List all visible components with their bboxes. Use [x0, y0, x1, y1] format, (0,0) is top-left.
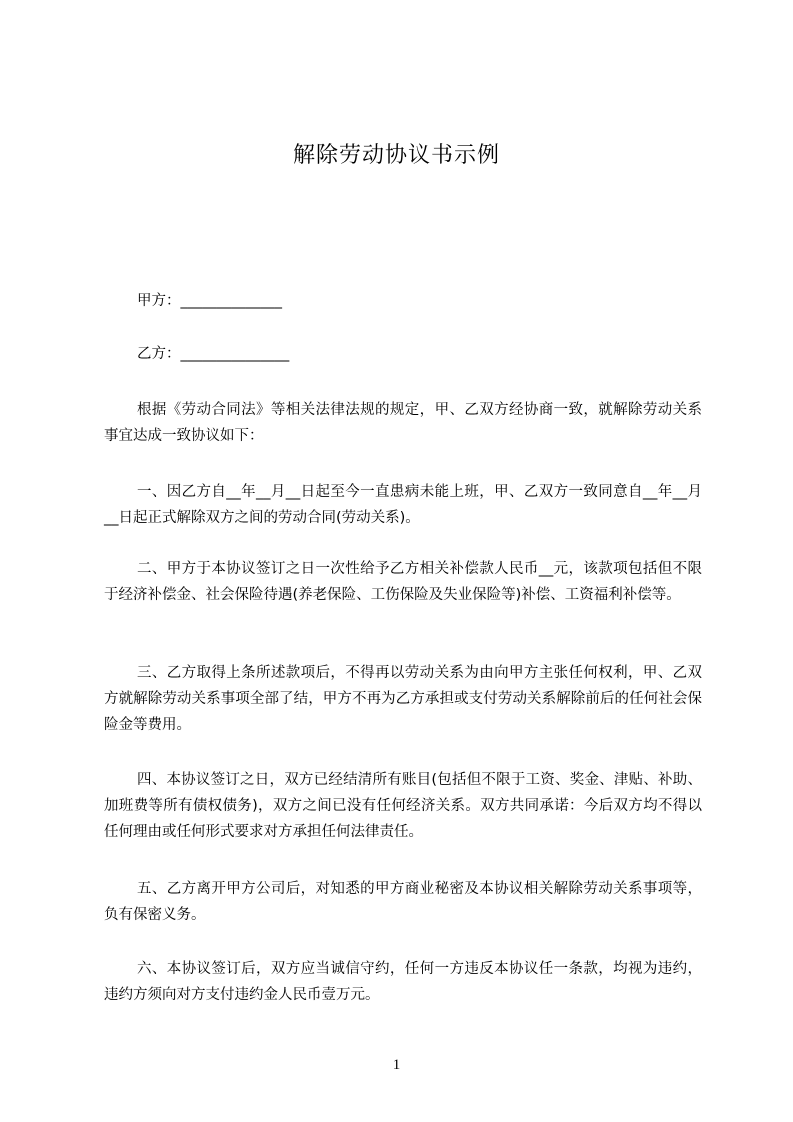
- clause-5: 五、乙方离开甲方公司后，对知悉的甲方商业秘密及本协议相关解除劳动关系事项等，负有保密义务。: [104, 881, 702, 923]
- party-a-line: 甲方：______________: [137, 293, 282, 309]
- clause-2: 二、甲方于本协议签订之日一次性给予乙方相关补偿款人民币__元，该款项包括但不限于经济补偿金、社会保险待遇(养老保险、工伤保险及失业保险等)补偿、工资福利补偿等。: [104, 561, 702, 603]
- intro-paragraph: 根据《劳动合同法》等相关法律法规的规定，甲、乙双方经协商一致，就解除劳动关系事宜达成一致协议如下：: [104, 402, 702, 444]
- clause-3: 三、乙方取得上条所述款项后，不得再以劳动关系为由向甲方主张任何权利，甲、乙双方就解除劳动关系事项全部了结，甲方不再为乙方承担或支付劳动关系解除前后的任何社会保险金等费用。: [104, 665, 702, 733]
- page-number: 1: [392, 1057, 401, 1073]
- clause-4: 四、本协议签订之日，双方已经结清所有账目(包括但不限于工资、奖金、津贴、补助、加班费等所有债权债务)，双方之间已没有任何经济关系。双方共同承诺：今后双方均不得以任何理由或任何形式要求对方承担任何法律责任。: [104, 772, 702, 840]
- clause-1: 一、因乙方自__年__月__日起至今一直患病未能上班，甲、乙双方一致同意自__年__月__日起正式解除双方之间的劳动合同(劳动关系)。: [104, 484, 702, 526]
- clause-6: 六、本协议签订后，双方应当诚信守约，任何一方违反本协议任一条款，均视为违约，违约方须向对方支付违约金人民币壹万元。: [104, 961, 702, 1003]
- party-b-line: 乙方：_______________: [137, 346, 290, 362]
- page-title: 解除劳动协议书示例: [292, 143, 500, 168]
